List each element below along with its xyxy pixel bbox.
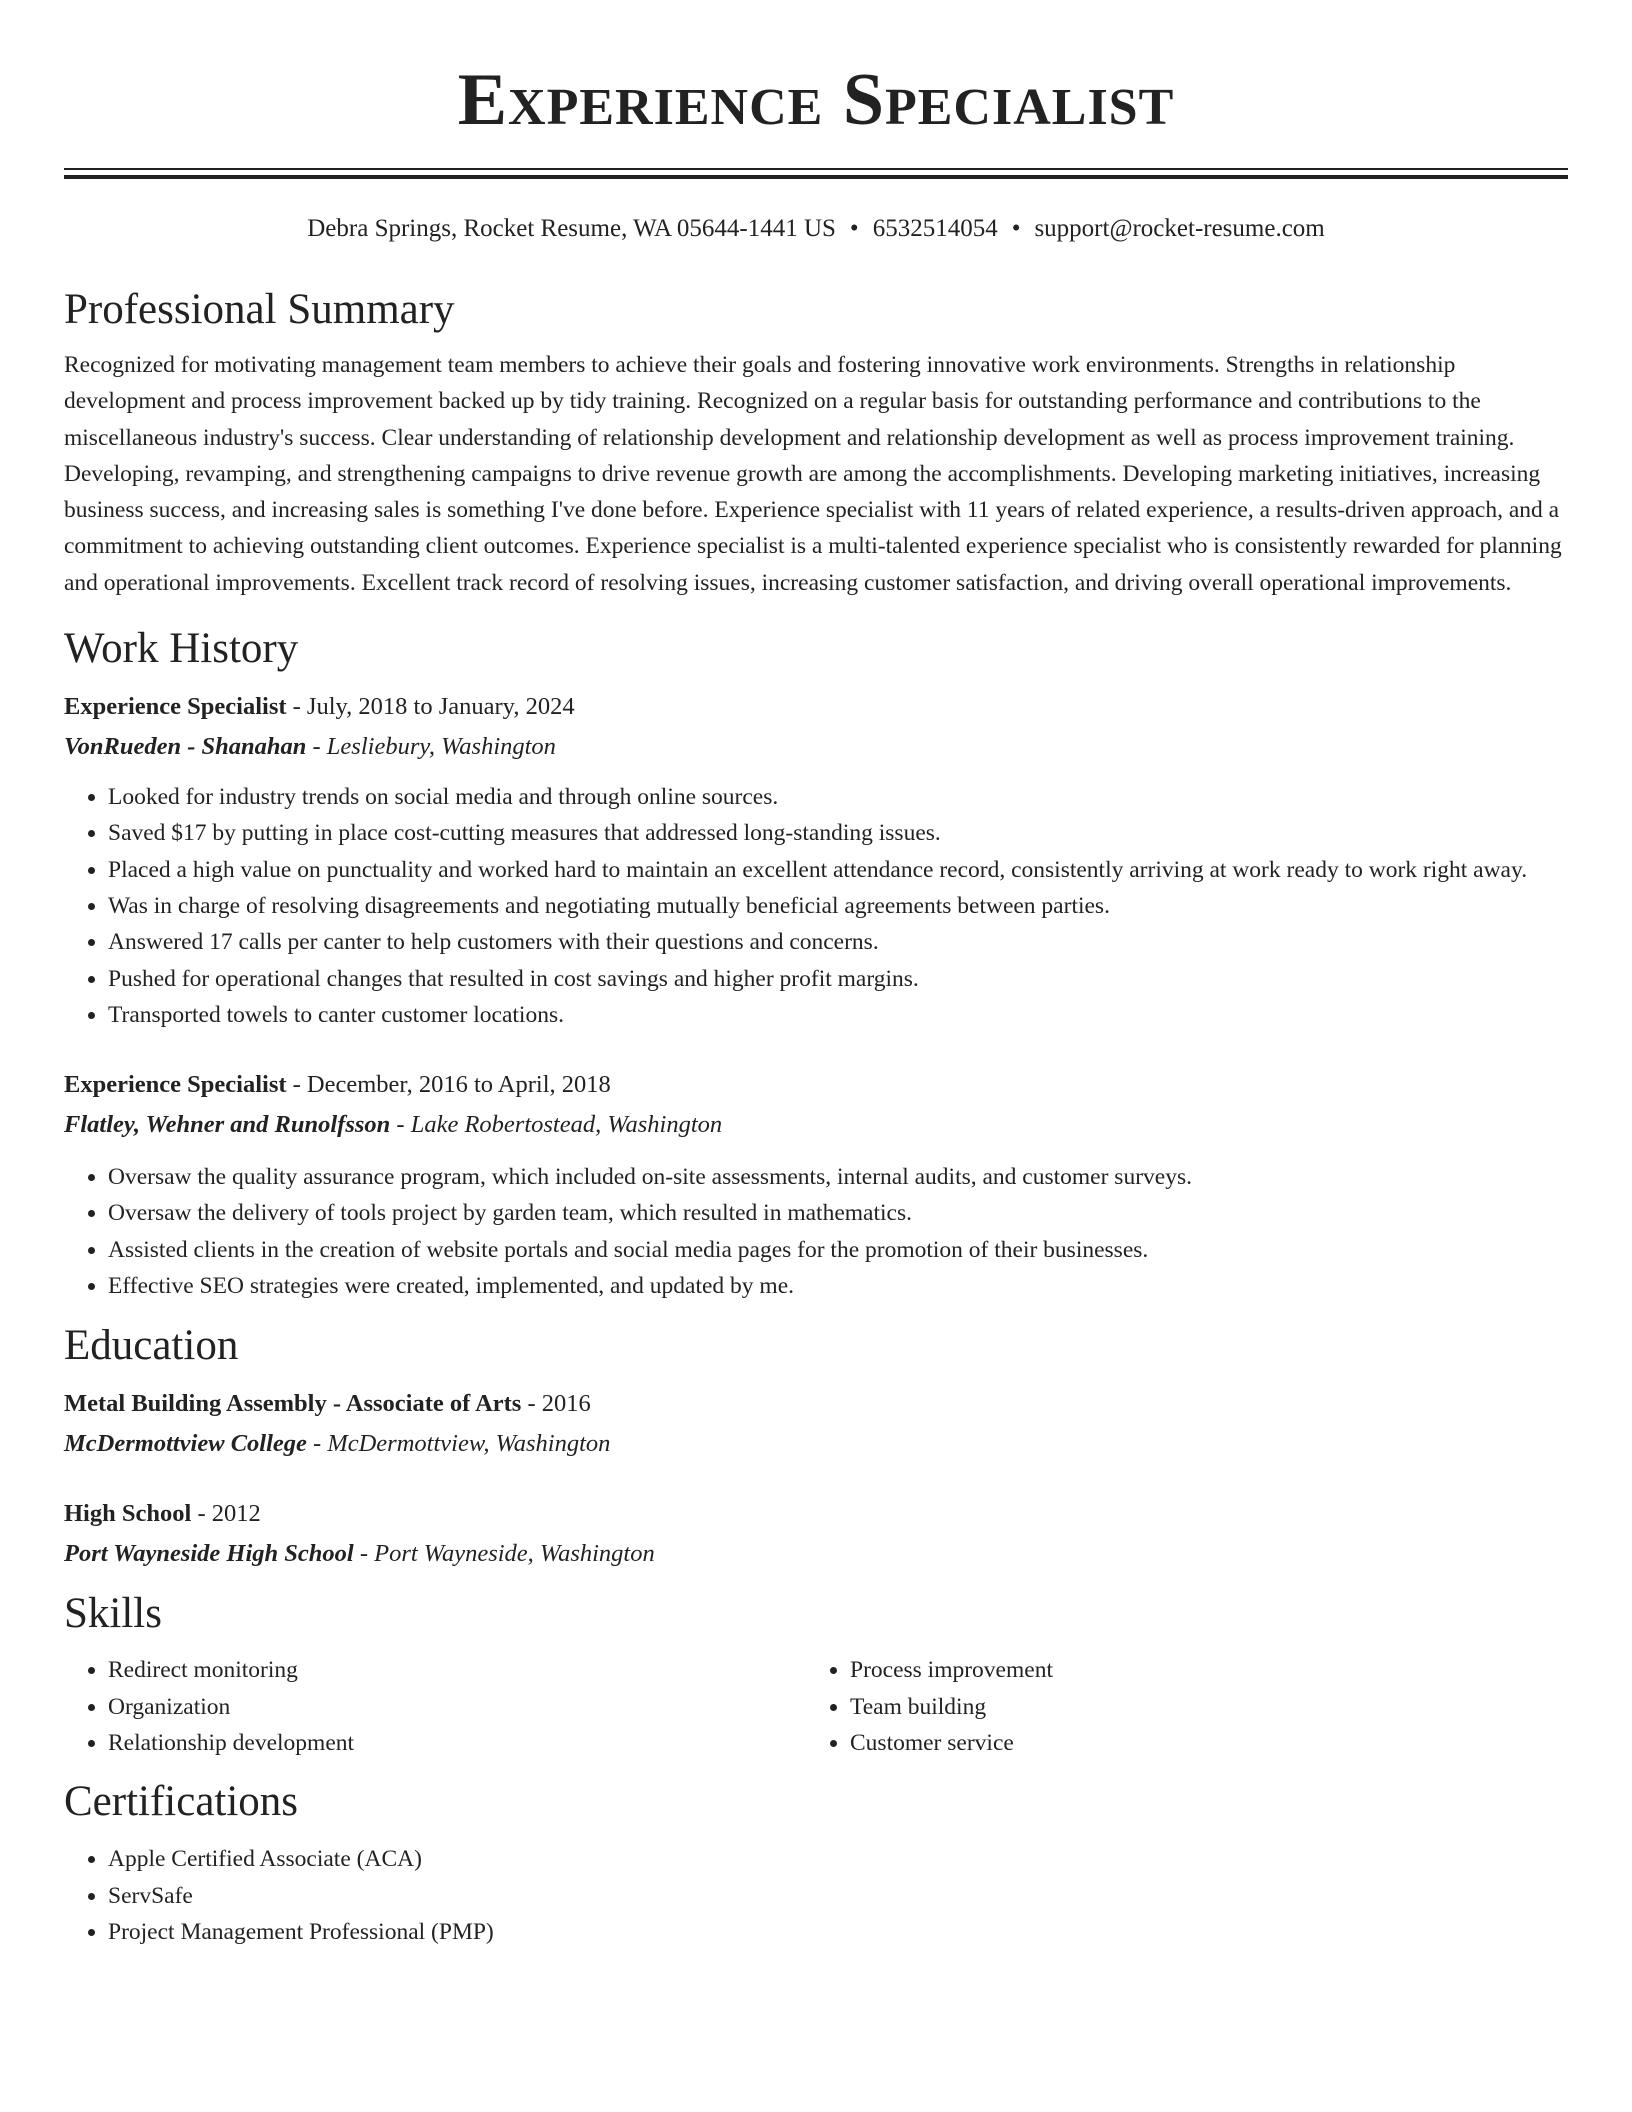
title-rule-thin bbox=[64, 168, 1568, 170]
skills-list bbox=[806, 1652, 1548, 1761]
skill-item: • Relationship development bbox=[108, 1725, 806, 1761]
job-company-line bbox=[64, 727, 1568, 767]
list-item: • Saved $17 by putting in place cost-cutting measures that addressed long-standing issues. bbox=[108, 815, 1568, 851]
education-year: - 2016 bbox=[521, 1390, 591, 1418]
education-year: - 2012 bbox=[191, 1500, 261, 1528]
education-school-line bbox=[64, 1424, 1568, 1464]
skills-column-right bbox=[806, 1652, 1548, 1761]
summary-heading: Professional Summary bbox=[64, 286, 455, 333]
contact-email: support@rocket-resume.com bbox=[1034, 215, 1325, 242]
education-school: McDermottview College bbox=[64, 1430, 307, 1458]
job-bullets bbox=[64, 779, 1568, 1033]
list-item: • Assisted clients in the creation of website portals and social media pages for the promotion of their businesses. bbox=[108, 1232, 1568, 1268]
contact-line bbox=[64, 213, 1568, 245]
title-rule-thick bbox=[64, 175, 1568, 179]
list-item: • Answered 17 calls per canter to help customers with their questions and concerns. bbox=[108, 924, 1568, 960]
skill-item: • Team building bbox=[850, 1689, 1548, 1725]
list-item: • Looked for industry trends on social media and through online sources. bbox=[108, 779, 1568, 815]
list-item: • Pushed for operational changes that resulted in cost savings and higher profit margins. bbox=[108, 961, 1568, 997]
education-heading: Education bbox=[64, 1322, 239, 1370]
skill-item: • Process improvement bbox=[850, 1652, 1548, 1688]
list-item: • Placed a high value on punctuality and worked hard to maintain an excellent attendance record, consistently arriving at work ready to work right away. bbox=[108, 852, 1568, 888]
education-location: - McDermottview, Washington bbox=[306, 1430, 611, 1458]
education-school-line bbox=[64, 1534, 1568, 1574]
job-title: Experience Specialist bbox=[64, 1071, 287, 1099]
skill-item: • Redirect monitoring bbox=[108, 1652, 806, 1688]
job-location: - Lake Robertostead, Washington bbox=[390, 1111, 723, 1139]
list-item: • Was in charge of resolving disagreements and negotiating mutually beneficial agreements between parties. bbox=[108, 888, 1568, 924]
skill-item: • Organization bbox=[108, 1689, 806, 1725]
job-company-line bbox=[64, 1105, 1568, 1145]
job-location: - Lesliebury, Washington bbox=[306, 733, 556, 761]
skills-list bbox=[64, 1652, 806, 1761]
list-item: • Oversaw the quality assurance program, which included on-site assessments, internal audits, and customer surveys. bbox=[108, 1159, 1568, 1195]
skills-column-left bbox=[64, 1652, 806, 1761]
education-degree: Metal Building Assembly - Associate of Arts bbox=[64, 1390, 522, 1418]
list-item: • Effective SEO strategies were created, implemented, and updated by me. bbox=[108, 1268, 1568, 1304]
job-company: VonRueden - Shanahan bbox=[64, 733, 307, 761]
list-item: • Oversaw the delivery of tools project by garden team, which resulted in mathematics. bbox=[108, 1195, 1568, 1231]
certification-item: • Project Management Professional (PMP) bbox=[108, 1914, 1568, 1950]
education-header bbox=[64, 1494, 1568, 1534]
contact-separator: • bbox=[1011, 215, 1021, 242]
job-header bbox=[64, 687, 1568, 727]
certification-item: • ServSafe bbox=[108, 1878, 1568, 1914]
skill-item: • Customer service bbox=[850, 1725, 1548, 1761]
education-school: Port Wayneside High School bbox=[64, 1540, 354, 1568]
job-title: Experience Specialist bbox=[64, 693, 287, 721]
contact-address: Debra Springs, Rocket Resume, WA 05644-1441 US bbox=[307, 215, 836, 242]
education-header bbox=[64, 1384, 1568, 1424]
contact-phone: 6532514054 bbox=[872, 215, 998, 242]
certifications-heading: Certifications bbox=[64, 1778, 299, 1826]
education-degree: High School bbox=[64, 1500, 192, 1528]
list-item: • Transported towels to canter customer locations. bbox=[108, 997, 1568, 1033]
job-bullets bbox=[64, 1159, 1568, 1304]
job-dates: - July, 2018 to January, 2024 bbox=[286, 693, 575, 721]
skills-grid bbox=[64, 1652, 1568, 1761]
certification-item: • Apple Certified Associate (ACA) bbox=[108, 1841, 1568, 1877]
work-history-heading: Work History bbox=[64, 625, 299, 673]
skills-heading: Skills bbox=[64, 1590, 162, 1638]
job-header bbox=[64, 1065, 1568, 1105]
education-location: - Port Wayneside, Washington bbox=[353, 1540, 655, 1568]
contact-separator: • bbox=[849, 215, 859, 242]
job-company: Flatley, Wehner and Runolfsson bbox=[64, 1111, 391, 1139]
summary-text: Recognized for motivating management team members to achieve their goals and fostering innovative work environments. Strengths in relationship development and process improvement backed up by tidy training. Recognized on a regular basis for outstanding performance and contributions to the miscellaneous industry's success. Clear understanding of relationship development and relationship development as well as process improvement training. Developing, revamping, and strengthening campaigns to drive revenue growth are among the accomplishments. Developing marketing initiatives, increasing business success, and increasing sales is something I've done before. Experience specialist with 11 years of related experience, a results-driven approach, and a commitment to achieving outstanding client outcomes. Experience specialist is a multi-talented experience specialist who is consistently rewarded for planning and operational improvements. Excellent track record of resolving issues, increasing customer satisfaction, and driving overall operational improvements. bbox=[64, 352, 1562, 596]
certifications-list bbox=[64, 1841, 1568, 1950]
job-dates: - December, 2016 to April, 2018 bbox=[286, 1071, 611, 1099]
resume-title: Experience Specialist bbox=[457, 59, 1175, 141]
